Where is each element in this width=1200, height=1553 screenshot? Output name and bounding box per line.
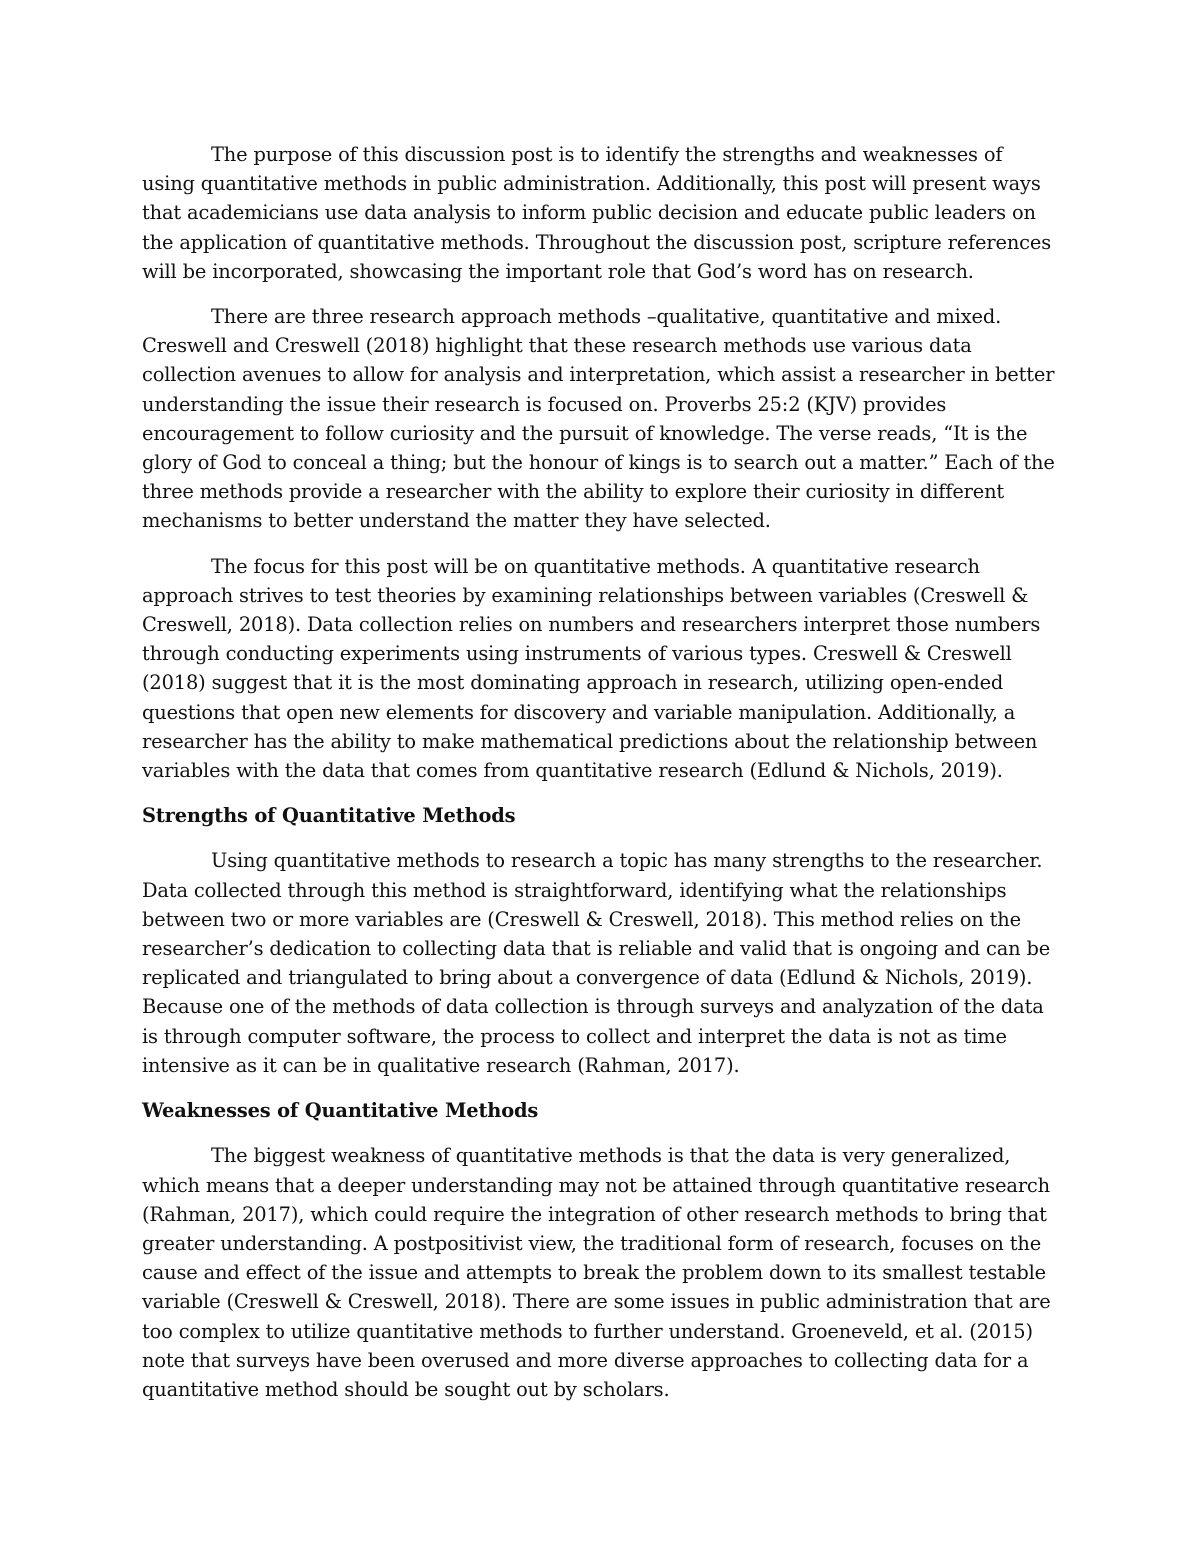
paragraph-weaknesses: The biggest weakness of quantitative methods is that the data is very generalized, which means that a deeper understanding may not be attained through quantitative research (Rahman, 2017), which could require the integration of other research methods to bring that greater understanding. A postpositivist view, the traditional form of research, focuses on the cause and effect of the issue and attempts to break the problem down to its smallest testable variable (Creswell & Creswell, 2018). There are some issues in public administration that are too complex to utilize quantitative methods to further understand. Groeneveld, et al. (2015) note that surveys have been overused and more diverse approaches to collecting data for a quantitative method should be sought out by scholars. — [142, 1144, 1051, 1401]
paragraph-research-approaches: There are three research approach methods –qualitative, quantitative and mixed. Creswell and Creswell (2018) highlight that these research methods use various data collection avenues to allow for analysis and interpretation, which assist a researcher in better understanding the issue their research is focused on. Proverbs 25:2 (KJV) provides encouragement to follow curiosity and the pursuit of knowledge. The verse reads, “It is the glory of God to conceal a thing; but the honour of kings is to search out a matter.” Each of the three methods provide a researcher with the ability to explore their curiosity in different mechanisms to better understand the matter they have selected. — [142, 305, 1055, 533]
document-body — [142, 140, 1060, 1420]
paragraph-quantitative-focus: The focus for this post will be on quantitative methods. A quantitative research approach strives to test theories by examining relationships between variables (Creswell & Creswell, 2018). Data collection relies on numbers and researchers interpret those numbers through conducting experiments using instruments of various types. Creswell & Creswell (2018) suggest that it is the most dominating approach in research, utilizing open-ended questions that open new elements for discovery and variable manipulation. Additionally, a researcher has the ability to make mathematical predictions about the relationship between variables with the data that comes from quantitative research (Edlund & Nichols, 2019). — [142, 554, 1041, 783]
heading-strengths: Strengths of Quantitative Methods — [142, 804, 516, 828]
heading-weaknesses: Weaknesses of Quantitative Methods — [142, 1099, 539, 1123]
paragraph-strengths: Using quantitative methods to research a topic has many strengths to the researcher. Data collected through this method is straightforward, identifying what the relationships between two or more variables are (Creswell & Creswell, 2018). This method relies on the researcher’s dedication to collecting data that is reliable and valid that is ongoing and can be replicated and triangulated to bring about a convergence of data (Edlund & Nichols, 2019). Because one of the methods of data collection is through surveys and analyzation of the data is through computer software, the process to collect and interpret the data is not as time intensive as it can be in qualitative research (Rahman, 2017). — [142, 849, 1051, 1077]
paragraph-purpose: The purpose of this discussion post is to identify the strengths and weaknesses of using quantitative methods in public administration. Additionally, this post will present ways that academicians use data analysis to inform public decision and educate public leaders on the application of quantitative methods. Throughout the discussion post, scripture references will be incorporated, showcasing the important role that God’s word has on research. — [142, 143, 1051, 283]
